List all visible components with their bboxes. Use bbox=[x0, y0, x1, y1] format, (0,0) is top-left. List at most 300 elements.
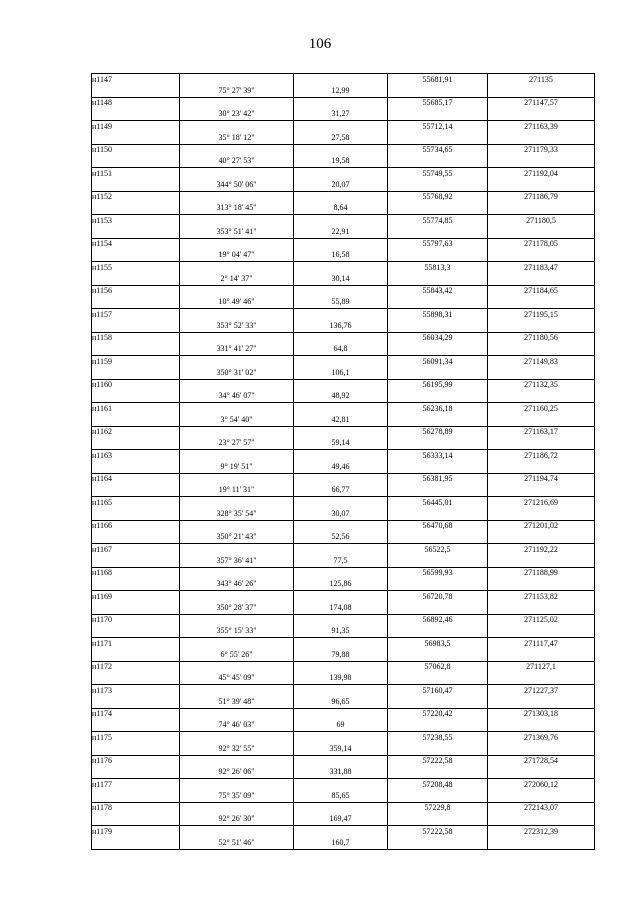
point-name: н1160 bbox=[92, 379, 180, 391]
y-coordinate bbox=[488, 438, 595, 450]
segment-row bbox=[92, 226, 595, 238]
y-coordinate bbox=[488, 320, 595, 332]
y-coordinate: 271303,18 bbox=[488, 708, 595, 720]
point-name: н1148 bbox=[92, 97, 180, 109]
angle-cell: 328° 35' 54" bbox=[180, 508, 294, 520]
y-coordinate bbox=[488, 85, 595, 97]
x-coordinate bbox=[388, 203, 488, 215]
point-row bbox=[92, 121, 595, 133]
y-coordinate bbox=[488, 649, 595, 661]
point-name bbox=[92, 696, 180, 708]
x-coordinate: 57222,58 bbox=[388, 826, 488, 838]
x-coordinate: 56091,34 bbox=[388, 356, 488, 368]
angle-cell: 343° 46' 26" bbox=[180, 579, 294, 591]
point-name bbox=[92, 179, 180, 191]
angle-cell: 19° 04' 47" bbox=[180, 250, 294, 262]
x-coordinate bbox=[388, 109, 488, 121]
point-name: н1161 bbox=[92, 403, 180, 415]
x-coordinate: 57160,47 bbox=[388, 685, 488, 697]
x-coordinate: 55843,42 bbox=[388, 285, 488, 297]
segment-row bbox=[92, 579, 595, 591]
y-coordinate bbox=[488, 696, 595, 708]
segment-row bbox=[92, 85, 595, 97]
angle-cell: 75° 27' 39" bbox=[180, 85, 294, 97]
segment-row bbox=[92, 179, 595, 191]
segment-row bbox=[92, 720, 595, 732]
x-coordinate bbox=[388, 555, 488, 567]
x-coordinate bbox=[388, 273, 488, 285]
length-cell bbox=[294, 591, 388, 603]
y-coordinate bbox=[488, 579, 595, 591]
length-cell bbox=[294, 97, 388, 109]
length-cell: 64,8 bbox=[294, 344, 388, 356]
x-coordinate bbox=[388, 649, 488, 661]
y-coordinate bbox=[488, 461, 595, 473]
y-coordinate: 271186,72 bbox=[488, 450, 595, 462]
angle-cell: 92° 26' 30" bbox=[180, 814, 294, 826]
angle-cell: 10° 49' 46" bbox=[180, 297, 294, 309]
point-name bbox=[92, 85, 180, 97]
length-cell: 66,77 bbox=[294, 485, 388, 497]
angle-cell bbox=[180, 661, 294, 673]
segment-row bbox=[92, 132, 595, 144]
x-coordinate: 57222,58 bbox=[388, 755, 488, 767]
y-coordinate bbox=[488, 179, 595, 191]
angle-cell bbox=[180, 473, 294, 485]
point-row bbox=[92, 238, 595, 250]
x-coordinate: 55734,65 bbox=[388, 144, 488, 156]
y-coordinate: 271178,05 bbox=[488, 238, 595, 250]
length-cell bbox=[294, 567, 388, 579]
y-coordinate: 271163,17 bbox=[488, 426, 595, 438]
x-coordinate bbox=[388, 250, 488, 262]
point-row bbox=[92, 708, 595, 720]
x-coordinate bbox=[388, 720, 488, 732]
y-coordinate: 271369,76 bbox=[488, 732, 595, 744]
length-cell bbox=[294, 638, 388, 650]
angle-cell bbox=[180, 732, 294, 744]
y-coordinate: 271179,33 bbox=[488, 144, 595, 156]
point-row bbox=[92, 74, 595, 86]
length-cell: 22,91 bbox=[294, 226, 388, 238]
angle-cell bbox=[180, 238, 294, 250]
angle-cell bbox=[180, 591, 294, 603]
x-coordinate: 55681,91 bbox=[388, 74, 488, 86]
point-name bbox=[92, 508, 180, 520]
angle-cell bbox=[180, 755, 294, 767]
point-name bbox=[92, 344, 180, 356]
point-name bbox=[92, 767, 180, 779]
angle-cell: 35° 18' 12" bbox=[180, 132, 294, 144]
point-name bbox=[92, 649, 180, 661]
point-name bbox=[92, 555, 180, 567]
point-row bbox=[92, 144, 595, 156]
point-row bbox=[92, 191, 595, 203]
x-coordinate bbox=[388, 461, 488, 473]
y-coordinate bbox=[488, 814, 595, 826]
y-coordinate: 271184,65 bbox=[488, 285, 595, 297]
segment-row bbox=[92, 156, 595, 168]
angle-cell: 9° 19' 51" bbox=[180, 461, 294, 473]
x-coordinate: 56470,68 bbox=[388, 520, 488, 532]
point-name bbox=[92, 203, 180, 215]
point-name bbox=[92, 720, 180, 732]
length-cell bbox=[294, 238, 388, 250]
y-coordinate: 271216,69 bbox=[488, 497, 595, 509]
length-cell bbox=[294, 450, 388, 462]
point-name: н1170 bbox=[92, 614, 180, 626]
x-coordinate: 55768,92 bbox=[388, 191, 488, 203]
angle-cell bbox=[180, 168, 294, 180]
point-name bbox=[92, 414, 180, 426]
y-coordinate: 271194,74 bbox=[488, 473, 595, 485]
y-coordinate: 271117,47 bbox=[488, 638, 595, 650]
angle-cell: 75° 35' 09" bbox=[180, 790, 294, 802]
length-cell: 8,64 bbox=[294, 203, 388, 215]
length-cell: 16,58 bbox=[294, 250, 388, 262]
point-name: н1158 bbox=[92, 332, 180, 344]
angle-cell: 313° 18' 45" bbox=[180, 203, 294, 215]
point-name: н1168 bbox=[92, 567, 180, 579]
segment-row bbox=[92, 555, 595, 567]
length-cell bbox=[294, 121, 388, 133]
length-cell: 42,81 bbox=[294, 414, 388, 426]
point-name bbox=[92, 391, 180, 403]
point-name bbox=[92, 367, 180, 379]
x-coordinate: 55749,55 bbox=[388, 168, 488, 180]
angle-cell bbox=[180, 356, 294, 368]
angle-cell: 92° 32' 55" bbox=[180, 743, 294, 755]
y-coordinate: 271201,02 bbox=[488, 520, 595, 532]
length-cell bbox=[294, 779, 388, 791]
x-coordinate bbox=[388, 485, 488, 497]
segment-row bbox=[92, 696, 595, 708]
point-name bbox=[92, 156, 180, 168]
angle-cell bbox=[180, 285, 294, 297]
length-cell bbox=[294, 544, 388, 556]
y-coordinate bbox=[488, 226, 595, 238]
length-cell bbox=[294, 826, 388, 838]
point-name bbox=[92, 814, 180, 826]
y-coordinate bbox=[488, 508, 595, 520]
length-cell: 85,65 bbox=[294, 790, 388, 802]
y-coordinate: 271160,25 bbox=[488, 403, 595, 415]
angle-cell bbox=[180, 191, 294, 203]
angle-cell: 344° 50' 06" bbox=[180, 179, 294, 191]
x-coordinate bbox=[388, 602, 488, 614]
x-coordinate: 56034,29 bbox=[388, 332, 488, 344]
x-coordinate bbox=[388, 132, 488, 144]
x-coordinate: 56236,18 bbox=[388, 403, 488, 415]
x-coordinate bbox=[388, 320, 488, 332]
segment-row bbox=[92, 508, 595, 520]
length-cell: 96,65 bbox=[294, 696, 388, 708]
segment-row bbox=[92, 837, 595, 849]
point-name: н1172 bbox=[92, 661, 180, 673]
length-cell bbox=[294, 473, 388, 485]
length-cell bbox=[294, 520, 388, 532]
y-coordinate: 271132,35 bbox=[488, 379, 595, 391]
segment-row bbox=[92, 461, 595, 473]
angle-cell: 52° 51' 46" bbox=[180, 837, 294, 849]
y-coordinate: 271188,99 bbox=[488, 567, 595, 579]
length-cell: 30,14 bbox=[294, 273, 388, 285]
y-coordinate bbox=[488, 720, 595, 732]
length-cell bbox=[294, 685, 388, 697]
length-cell bbox=[294, 215, 388, 227]
y-coordinate bbox=[488, 743, 595, 755]
angle-cell bbox=[180, 121, 294, 133]
length-cell bbox=[294, 285, 388, 297]
length-cell: 174,08 bbox=[294, 602, 388, 614]
point-row bbox=[92, 779, 595, 791]
length-cell bbox=[294, 708, 388, 720]
point-name: н1149 bbox=[92, 121, 180, 133]
angle-cell bbox=[180, 450, 294, 462]
y-coordinate: 271183,47 bbox=[488, 262, 595, 274]
point-row bbox=[92, 285, 595, 297]
point-row bbox=[92, 262, 595, 274]
point-name: н1178 bbox=[92, 802, 180, 814]
angle-cell bbox=[180, 567, 294, 579]
x-coordinate bbox=[388, 626, 488, 638]
angle-cell: 23° 27' 57" bbox=[180, 438, 294, 450]
angle-cell bbox=[180, 685, 294, 697]
angle-cell bbox=[180, 614, 294, 626]
point-name bbox=[92, 626, 180, 638]
x-coordinate bbox=[388, 532, 488, 544]
x-coordinate: 56892,46 bbox=[388, 614, 488, 626]
segment-row bbox=[92, 320, 595, 332]
segment-row bbox=[92, 391, 595, 403]
length-cell: 49,46 bbox=[294, 461, 388, 473]
angle-cell bbox=[180, 638, 294, 650]
point-name bbox=[92, 461, 180, 473]
length-cell: 69 bbox=[294, 720, 388, 732]
angle-cell: 350° 31' 02" bbox=[180, 367, 294, 379]
point-name: н1151 bbox=[92, 168, 180, 180]
x-coordinate bbox=[388, 814, 488, 826]
point-name: н1159 bbox=[92, 356, 180, 368]
angle-cell: 350° 28' 37" bbox=[180, 602, 294, 614]
y-coordinate: 271153,82 bbox=[488, 591, 595, 603]
segment-row bbox=[92, 203, 595, 215]
x-coordinate bbox=[388, 438, 488, 450]
x-coordinate: 57220,42 bbox=[388, 708, 488, 720]
x-coordinate: 56522,5 bbox=[388, 544, 488, 556]
length-cell bbox=[294, 332, 388, 344]
point-name: н1175 bbox=[92, 732, 180, 744]
x-coordinate bbox=[388, 156, 488, 168]
length-cell: 19,58 bbox=[294, 156, 388, 168]
y-coordinate: 271195,15 bbox=[488, 309, 595, 321]
length-cell bbox=[294, 356, 388, 368]
y-coordinate bbox=[488, 673, 595, 685]
segment-row bbox=[92, 367, 595, 379]
angle-cell: 34° 46' 07" bbox=[180, 391, 294, 403]
point-name: н1157 bbox=[92, 309, 180, 321]
x-coordinate bbox=[388, 85, 488, 97]
point-row bbox=[92, 826, 595, 838]
x-coordinate bbox=[388, 391, 488, 403]
segment-row bbox=[92, 485, 595, 497]
point-row bbox=[92, 567, 595, 579]
point-name: н1169 bbox=[92, 591, 180, 603]
point-row bbox=[92, 544, 595, 556]
length-cell: 359,14 bbox=[294, 743, 388, 755]
length-cell: 331,88 bbox=[294, 767, 388, 779]
length-cell: 160,7 bbox=[294, 837, 388, 849]
point-name: н1154 bbox=[92, 238, 180, 250]
x-coordinate: 56381,95 bbox=[388, 473, 488, 485]
point-row bbox=[92, 520, 595, 532]
length-cell: 169,47 bbox=[294, 814, 388, 826]
point-row bbox=[92, 356, 595, 368]
y-coordinate: 271127,1 bbox=[488, 661, 595, 673]
y-coordinate: 271180,56 bbox=[488, 332, 595, 344]
y-coordinate: 271163,39 bbox=[488, 121, 595, 133]
angle-cell: 357° 36' 41" bbox=[180, 555, 294, 567]
angle-cell: 6° 55' 26" bbox=[180, 649, 294, 661]
point-name bbox=[92, 532, 180, 544]
length-cell: 12,99 bbox=[294, 85, 388, 97]
y-coordinate bbox=[488, 250, 595, 262]
length-cell: 125,86 bbox=[294, 579, 388, 591]
segment-row bbox=[92, 790, 595, 802]
angle-cell: 331° 41' 27" bbox=[180, 344, 294, 356]
table-body bbox=[92, 74, 595, 850]
point-name: н1173 bbox=[92, 685, 180, 697]
point-row bbox=[92, 473, 595, 485]
x-coordinate: 56195,99 bbox=[388, 379, 488, 391]
point-name bbox=[92, 273, 180, 285]
x-coordinate: 57062,8 bbox=[388, 661, 488, 673]
length-cell: 136,76 bbox=[294, 320, 388, 332]
angle-cell bbox=[180, 74, 294, 86]
point-name bbox=[92, 250, 180, 262]
y-coordinate: 271125,02 bbox=[488, 614, 595, 626]
x-coordinate: 57229,8 bbox=[388, 802, 488, 814]
segment-row bbox=[92, 250, 595, 262]
point-row bbox=[92, 332, 595, 344]
x-coordinate bbox=[388, 696, 488, 708]
point-name: н1174 bbox=[92, 708, 180, 720]
point-row bbox=[92, 450, 595, 462]
point-name bbox=[92, 226, 180, 238]
segment-row bbox=[92, 344, 595, 356]
point-row bbox=[92, 309, 595, 321]
y-coordinate: 271147,57 bbox=[488, 97, 595, 109]
angle-cell: 2° 14' 37" bbox=[180, 273, 294, 285]
point-name: н1177 bbox=[92, 779, 180, 791]
point-row bbox=[92, 497, 595, 509]
point-name: н1150 bbox=[92, 144, 180, 156]
x-coordinate bbox=[388, 767, 488, 779]
point-name bbox=[92, 109, 180, 121]
point-row bbox=[92, 215, 595, 227]
length-cell bbox=[294, 426, 388, 438]
segment-row bbox=[92, 414, 595, 426]
point-name: н1156 bbox=[92, 285, 180, 297]
x-coordinate bbox=[388, 673, 488, 685]
x-coordinate bbox=[388, 297, 488, 309]
angle-cell: 45° 45' 09" bbox=[180, 673, 294, 685]
angle-cell bbox=[180, 544, 294, 556]
angle-cell bbox=[180, 779, 294, 791]
x-coordinate: 56278,89 bbox=[388, 426, 488, 438]
angle-cell: 51° 39' 48" bbox=[180, 696, 294, 708]
y-coordinate: 272060,12 bbox=[488, 779, 595, 791]
y-coordinate bbox=[488, 555, 595, 567]
length-cell bbox=[294, 262, 388, 274]
segment-row bbox=[92, 297, 595, 309]
length-cell bbox=[294, 802, 388, 814]
y-coordinate bbox=[488, 344, 595, 356]
length-cell: 139,98 bbox=[294, 673, 388, 685]
point-name bbox=[92, 602, 180, 614]
y-coordinate: 271186,79 bbox=[488, 191, 595, 203]
y-coordinate: 271135 bbox=[488, 74, 595, 86]
angle-cell bbox=[180, 826, 294, 838]
x-coordinate bbox=[388, 579, 488, 591]
angle-cell bbox=[180, 520, 294, 532]
angle-cell: 3° 54' 40" bbox=[180, 414, 294, 426]
y-coordinate bbox=[488, 109, 595, 121]
x-coordinate bbox=[388, 837, 488, 849]
segment-row bbox=[92, 673, 595, 685]
point-name bbox=[92, 297, 180, 309]
angle-cell bbox=[180, 708, 294, 720]
length-cell bbox=[294, 309, 388, 321]
point-name: н1165 bbox=[92, 497, 180, 509]
angle-cell bbox=[180, 426, 294, 438]
length-cell: 27,58 bbox=[294, 132, 388, 144]
segment-row bbox=[92, 743, 595, 755]
x-coordinate: 56983,5 bbox=[388, 638, 488, 650]
x-coordinate: 55712,14 bbox=[388, 121, 488, 133]
x-coordinate bbox=[388, 226, 488, 238]
point-name: н1147 bbox=[92, 74, 180, 86]
point-row bbox=[92, 426, 595, 438]
length-cell: 52,56 bbox=[294, 532, 388, 544]
y-coordinate bbox=[488, 532, 595, 544]
point-name bbox=[92, 485, 180, 497]
point-name: н1164 bbox=[92, 473, 180, 485]
point-name: н1167 bbox=[92, 544, 180, 556]
point-row bbox=[92, 97, 595, 109]
x-coordinate bbox=[388, 344, 488, 356]
x-coordinate: 55898,31 bbox=[388, 309, 488, 321]
y-coordinate: 271180,5 bbox=[488, 215, 595, 227]
length-cell bbox=[294, 755, 388, 767]
y-coordinate bbox=[488, 132, 595, 144]
point-name: н1171 bbox=[92, 638, 180, 650]
x-coordinate: 57238,55 bbox=[388, 732, 488, 744]
y-coordinate: 271192,04 bbox=[488, 168, 595, 180]
angle-cell: 353° 52' 33" bbox=[180, 320, 294, 332]
page-number: 106 bbox=[308, 36, 332, 52]
angle-cell bbox=[180, 332, 294, 344]
length-cell bbox=[294, 403, 388, 415]
x-coordinate: 55797,63 bbox=[388, 238, 488, 250]
y-coordinate bbox=[488, 156, 595, 168]
angle-cell bbox=[180, 379, 294, 391]
length-cell bbox=[294, 191, 388, 203]
point-name: н1153 bbox=[92, 215, 180, 227]
length-cell: 91,35 bbox=[294, 626, 388, 638]
angle-cell bbox=[180, 309, 294, 321]
y-coordinate bbox=[488, 767, 595, 779]
